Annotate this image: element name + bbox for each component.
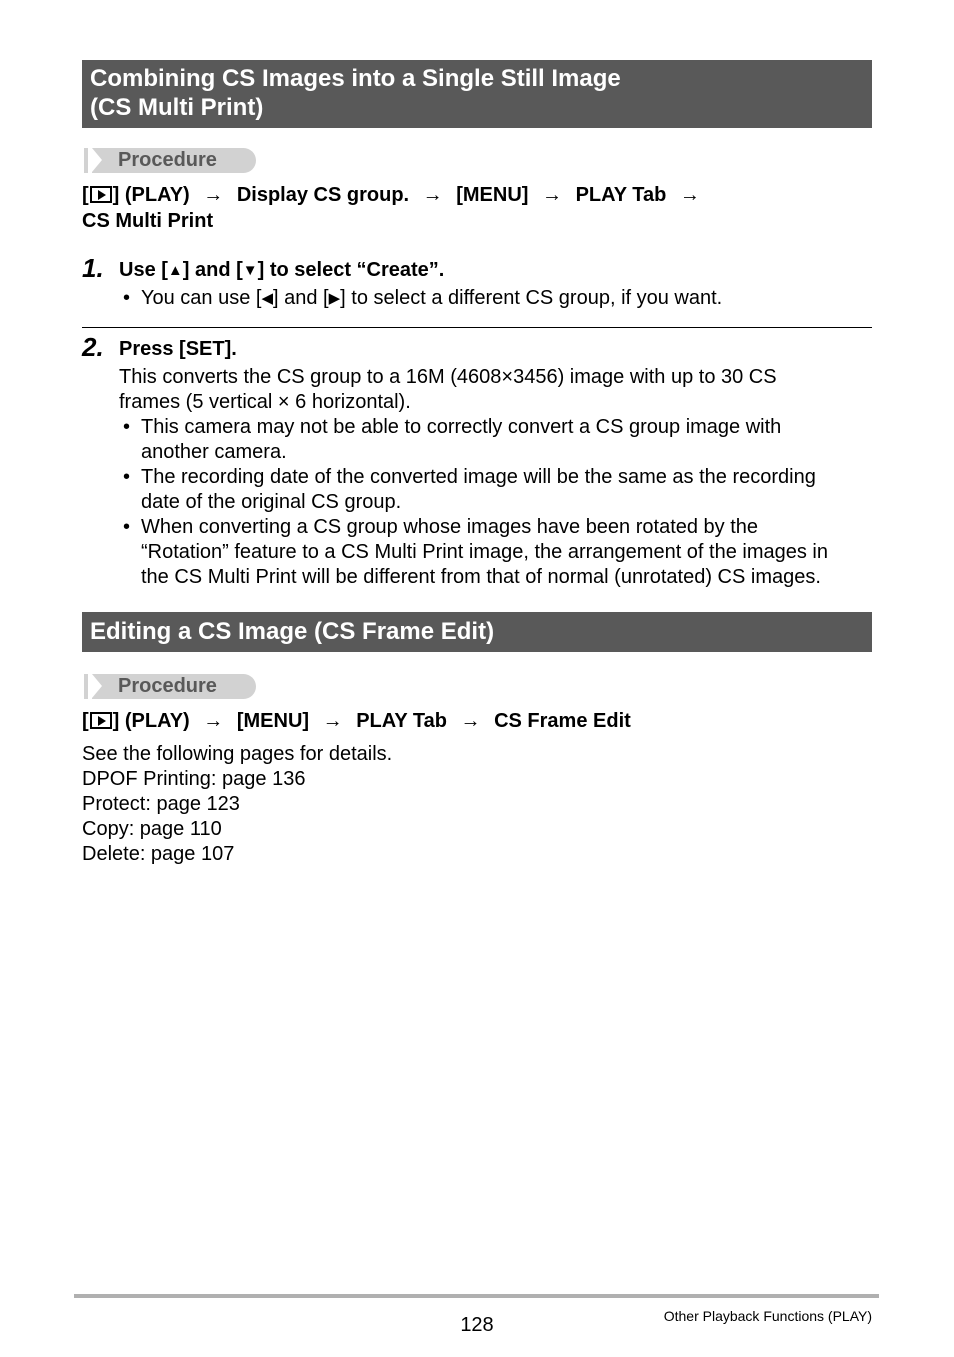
ref-dpof-printing: DPOF Printing: page 136: [82, 768, 306, 790]
procedure-path: [ ] (PLAY) → Display CS group. → [MENU] → PLAY Tab →: [82, 184, 700, 206]
bullet-marker: •: [123, 466, 131, 488]
arrow-icon: →: [422, 184, 443, 206]
arrow-icon: →: [203, 184, 224, 206]
step-number-2: 2.: [82, 332, 104, 362]
ref-copy: Copy: page 110: [82, 818, 222, 840]
path-target: CS Frame Edit: [494, 710, 631, 732]
down-arrow-icon: ▼: [242, 262, 258, 279]
step-1-bullet-marker: •: [123, 287, 131, 309]
left-arrow-icon: ◀: [261, 290, 274, 307]
path-menu: [MENU]: [236, 710, 310, 732]
step-divider: [82, 327, 872, 328]
page-number: 128: [460, 1314, 494, 1336]
bullet-marker: •: [123, 516, 131, 538]
step-2-bullet-3-line-1: When converting a CS group whose images have been rotated by the: [141, 516, 759, 538]
step-1-note: You can use [◀] and [▶] to select a different CS group, if you want.: [141, 287, 723, 309]
section-title-line-1: Combining CS Images into a Single Still Image: [90, 65, 621, 92]
path-play-tab: PLAY Tab: [575, 184, 667, 206]
section-heading-cs-frame-edit: [82, 612, 872, 652]
right-arrow-icon: ▶: [328, 290, 341, 307]
step-2-bullet-2-line-1: The recording date of the converted image will be the same as the recording: [141, 466, 816, 488]
path-display-cs-group: Display CS group.: [236, 184, 410, 206]
play-icon: [90, 186, 112, 203]
path-target: CS Multi Print: [82, 210, 214, 232]
arrow-icon: →: [679, 184, 700, 206]
arrow-icon: →: [203, 710, 224, 732]
procedure-tag: [84, 674, 256, 699]
path-play-tab: PLAY Tab: [356, 710, 447, 732]
step-2-bullet-3-line-2: “Rotation” feature to a CS Multi Print image, the arrangement of the images in: [141, 541, 829, 563]
step-2-body-line-2: frames (5 vertical × 6 horizontal).: [119, 391, 411, 413]
step-2-bullet-1-line-1: This camera may not be able to correctly convert a CS group image with: [141, 416, 782, 438]
step-number-1: 1.: [82, 253, 104, 283]
section-2-title: Editing a CS Image (CS Frame Edit): [90, 618, 495, 645]
procedure-label: Procedure: [118, 675, 217, 697]
footer-chapter: Other Playback Functions (PLAY): [663, 1308, 872, 1324]
procedure-chevron-icon: [92, 148, 102, 172]
step-2-title: Press [SET].: [119, 338, 237, 360]
ref-delete: Delete: page 107: [82, 843, 235, 865]
step-1-text: Use [▲] and [▼] to select “Create”.: [119, 259, 445, 281]
step-2-bullet-3-line-3: the CS Multi Print will be different from that of normal (unrotated) CS images.: [141, 566, 821, 588]
ref-protect: Protect: page 123: [82, 793, 240, 815]
step-2-body-line-1: This converts the CS group to a 16M (4608×3456) image with up to 30 CS: [119, 366, 777, 388]
arrow-icon: →: [542, 184, 562, 206]
procedure-tag: [84, 148, 256, 173]
path-menu: [MENU]: [456, 184, 529, 206]
arrow-icon: →: [322, 710, 343, 732]
section-title-line-2: (CS Multi Print): [90, 94, 264, 121]
procedure-path-2: [ ] (PLAY) → [MENU] → PLAY Tab → CS Frame Edit: [82, 710, 631, 732]
arrow-icon: →: [460, 710, 481, 732]
bullet-marker: •: [123, 416, 131, 438]
procedure-chevron-icon: [92, 674, 102, 698]
play-icon: [90, 712, 112, 729]
refs-intro: See the following pages for details.: [82, 743, 393, 765]
footer-rule: [74, 1294, 879, 1298]
step-2-bullet-2-line-2: date of the original CS group.: [141, 491, 402, 513]
section-heading-cs-multi-print: [82, 60, 872, 128]
procedure-label: Procedure: [118, 149, 217, 171]
up-arrow-icon: ▲: [167, 262, 183, 279]
step-2-bullet-1-line-2: another camera.: [141, 441, 287, 463]
